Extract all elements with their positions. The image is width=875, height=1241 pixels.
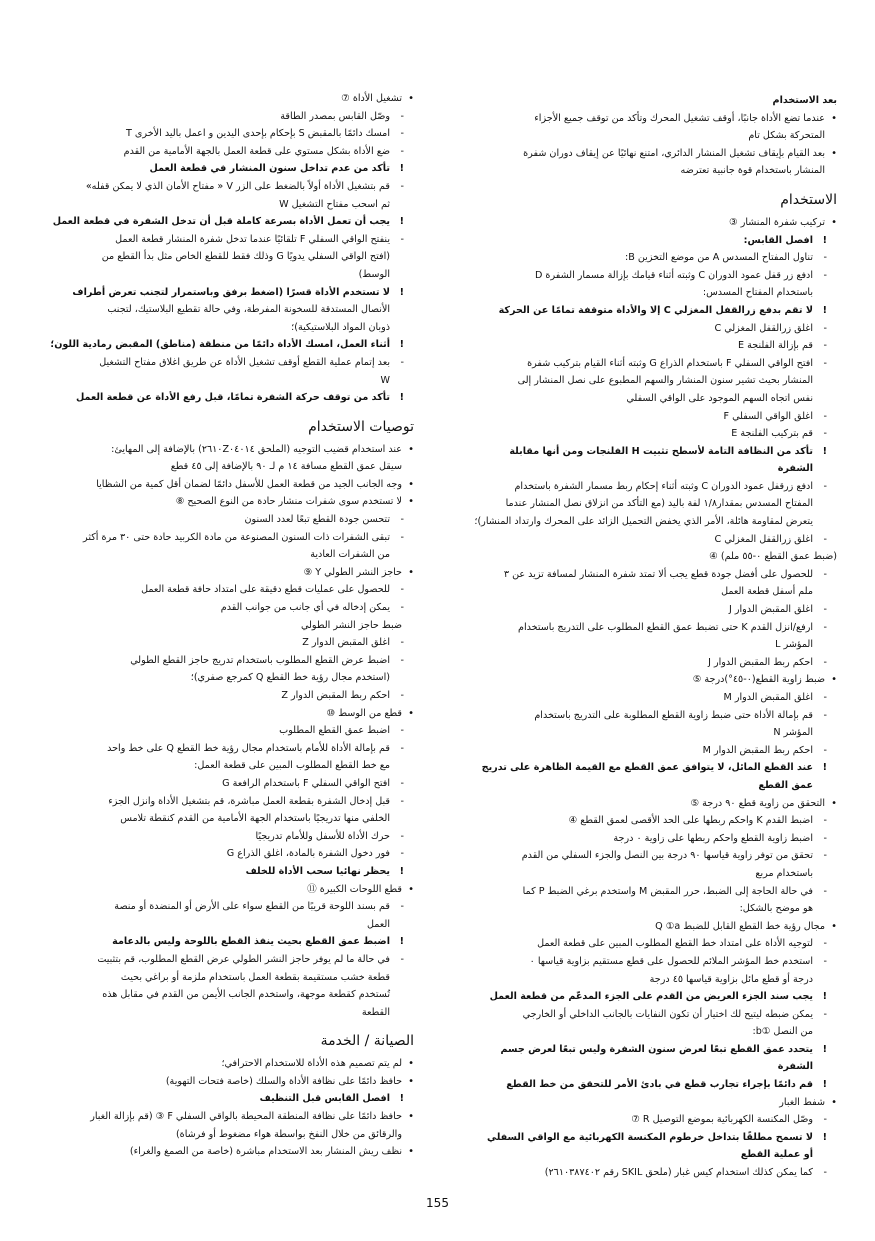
text-line: نفس اتجاه السهم الموجود على الواقي السفلي [626,392,813,404]
text-line: ضبط حاجز النشر الطولي [300,619,402,631]
text-line: - اغلق زرالقفل المغزلي C [445,320,837,338]
text-line: - اضبط عرض القطع المطلوب باستخدام تدريج حاجز القطع الطولي [22,652,414,670]
warning-line: ! عند القطع المائل، لا يتوافق عمق القطع مع القيمة الظاهرة على تدريج [445,759,837,777]
text-line: - اغلق الواقي السفلي F [445,408,837,426]
text-line: يتعرض لمقاومة هائلة، الأمر الذي يخفض التحميل الزائد على المحرك وارتداد المنشار)؛ [474,516,813,528]
text-line: (استخدم مجال رؤية خط القطع Q كمرجع صفري)؛ [190,672,390,684]
text-line: قطعة خشب مستقيمة بقطعة العمل باستخدام ملزمة أو براغي بحيث [120,971,390,983]
text-line: - قم بإمالة الأداة حتى ضبط زاوية القطع المطلوبة على التدريج باستخدام [445,707,837,725]
text-line: - ارفع/انزل القدم K حتى تضبط عمق القطع المطلوب على التدريج باستخدام [445,619,837,637]
text-line: • لا تستخدم سوى شفرات منشار حادة من النوع الصحيح ⑧ [22,493,414,511]
text-line: - ينفتح الواقي السفلي F تلقائيًا عندما تدخل شفرة المنشار قطعة العمل [22,231,414,249]
text-line: والرقائق من خلال النفخ بواسطة هواء مضغوط أو فرشاة) [175,1128,402,1140]
text-line: - احكم ربط المقبض الدوار M [445,742,837,760]
text-line: تُستخدم كقطعة موجهة، واستخدم الجانب الأيمن من القدم في مقابل هذه [102,989,390,1001]
text-line: • قطع اللوحات الكبيرة ⑪ [22,881,414,899]
text-line: • التحقق من زاوية قطع ٩٠ درجة ⑤ [445,795,837,813]
text-line: - افتح الواقي السفلي F باستخدام الذراع G وثبته أثناء القيام بتركيب شفرة [445,355,837,373]
text-line: - بعد إتمام عملية القطع أوقف تشغيل الأداة عن طريق اغلاق مفتاح التشغيل [22,354,414,372]
text-line: - اغلق زرالقفل المغزلي C [445,531,837,549]
warning-line: ! يجب أن تعمل الأداة بسرعة كاملة قبل أن تدخل الشفرة في قطعة العمل [22,213,414,231]
text-line: • عند استخدام قضيب التوجيه (الملحق ٢٦١٠Z٠٤٠١٤) بالإضافة إلى المهايئ: [22,441,414,459]
warning-line: ! قم دائمًا بإجراء تجارب قطع في بادئ الأمر للتحقق من خط القطع [445,1076,837,1094]
text-line: • بعد القيام بإيقاف تشغيل المنشار الدائري، امتنع نهائيًا عن إيقاف دوران شفرة [445,145,837,163]
text-line: - حرك الأداة للأسفل وللأمام تدريجيًا [22,828,414,846]
text-line: - قم بإمالة الأداة للأمام باستخدام مجال رؤية خط القطع Q على خط واحد [22,740,414,758]
text-line: المفتاح المسدس بمقدار١/٨ لفة باليد (مع التأكد من انزلاق نصل المنشار عندما [505,498,813,510]
text-line: • شفط الغبار [445,1094,837,1112]
text-line: • لم يتم تصميم هذه الأداة للاستخدام الاحترافي؛ [22,1055,414,1073]
text-line: - قم بسند اللوحة قريبًا من القطع سواء على الأرض أو المنضدة أو منصة [22,898,414,916]
text-line: - احكم ربط المقبض الدوار Z [22,687,414,705]
text-line: القطعة [361,1006,390,1018]
section-heading: الصيانة / الخدمة [320,1033,414,1050]
warning-line: ! تأكد من عدم تداخل سنون المنشار في قطعة العمل [22,160,414,178]
text-line: - فور دخول الشفرة بالمادة، اغلق الذراع G [22,845,414,863]
text-line: - للحصول على عمليات قطع دقيقة على امتداد حافة قطعة العمل [22,581,414,599]
right-column [445,92,837,1182]
text-line: (ضبط عمق القطع ٠-٥٥ ملم) ④ [709,551,837,563]
text-line: - استخدم خط المؤشر الملائم للحصول على قطع مستقيم بزاوية قياسها ٠ [445,953,837,971]
warning-line: ! افصل القابس: [445,232,837,250]
text-line: المنشار باستخدام قوة جانبية تعترضه [680,165,825,177]
text-line: باستخدام مربع [755,867,813,879]
warning-line: ! تأكد من النظافة التامة لأسطح تثبيت H الفلنجات ومن أنها مقابلة [445,443,837,461]
text-line: - في حالة ما لم يوفر حاجز النشر الطولي عرض القطع المطلوب، قم بتثبيت [22,951,414,969]
text-line: - احكم ربط المقبض الدوار J [445,654,837,672]
text-line: - قم بإزالة الفلنجة E [445,337,837,355]
text-line: • حاجز النشر الطولي Y ⑨ [22,564,414,582]
text-line: • تشغيل الأداة ⑦ [22,90,414,108]
text-line: - لتوجيه الأداة على امتداد خط القطع المطلوب المبين على قطعة العمل [445,935,837,953]
text-line: من النصل ①b: [752,1026,813,1038]
text-line: درجة أو قطع مائل بزاوية قياسها ٤٥ درجة [649,973,813,985]
text-line: • قطع من الوسط ⑩ [22,705,414,723]
text-line: ذوبان المواد البلاستيكية)؛ [291,321,390,333]
text-line: بعد الاستخدام [772,95,837,106]
text-line: - قبل إدخال الشفرة بقطعة العمل مباشرة، قم بتشغيل الأداة وانزل الجزء [22,793,414,811]
text-line: - افتح الواقي السفلي F باستخدام الرافعة G [22,775,414,793]
text-line: - امسك دائمًا بالمقبض S بإحكام بإحدى اليدين و اعمل باليد الأخرى T [22,125,414,143]
text-line: - كما يمكن كذلك استخدام كيس غبار (ملحق SKIL رقم ٢٦١٠٣٨٧٤٠٢) [445,1164,837,1182]
text-line: - تحقق من توفر زاوية قياسها ٩٠ درجة بين النصل والجزء السفلي من القدم [445,847,837,865]
text-line: المؤشر N [773,727,813,739]
text-line: - تتحسن جودة القطع تبعًا لعدد السنون [22,511,414,529]
text-line: أو عملية القطع [740,1149,813,1161]
section-heading: الاستخدام [780,191,837,208]
text-line: - وصّل القابس بمصدر الطاقة [22,108,414,126]
text-line: • وجه الجانب الجيد من قطعة العمل للأسفل دائمًا لضمان أقل كمية من الشظايا [22,476,414,494]
warning-line: ! لا تسمح مطلقًا بتداخل خرطوم المكنسة الكهربائية مع الواقي السفلي [445,1129,837,1147]
text-line: المنشار بحيث تشير سنون المنشار والسهم المطبوع على نصل المنشار إلى [517,375,813,387]
text-line: • حافظ دائمًا على نظافة الأداة والسلك (خاصة فتحات التهوية) [22,1073,414,1091]
warning-line: ! لا تقم بدفع زرالقفل المغزلي C إلا والأداة متوقفة تمامًا عن الحركة [445,302,837,320]
text-line: عمق القطع [758,779,813,791]
warning-line: ! افصل القابس قبل التنظيف [22,1090,414,1108]
text-line: • نظف ريش المنشار بعد الاستخدام مباشرة (خاصة من الصمغ والغراء) [22,1143,414,1161]
text-line: الشفرة [777,1061,813,1073]
text-line: - اغلق المقبض الدوار Z [22,634,414,652]
text-line: (افتح الواقي السفلي يدويًا G وذلك فقط للقطع الخاص مثل بدأ القطع من [101,251,390,263]
text-line: • مجال رؤية خط القطع القابل للضبط Q ①a [445,918,837,936]
text-line: المؤشر L [775,639,813,651]
text-line: - للحصول على أفضل جودة قطع يجب ألا تمتد شفرة المنشار لمسافة تزيد عن ٣ [445,566,837,584]
text-line: - اضبط القدم K واحكم ربطها على الحد الأقصى لعمق القطع ④ [445,812,837,830]
text-line: - في حالة الحاجة إلى الضبط، حرر المقبض M واستخدم برغي الضبط P كما [445,883,837,901]
text-line: هو موضح بالشكل: [739,903,813,915]
warning-line: ! أثناء العمل، امسك الأداة دائمًا من منطقة (مناطق) المقبض رمادية اللون؛ [22,336,414,354]
text-line: - ادفع زر قفل عمود الدوران C وثبته أثناء قيامك بإزالة مسمار الشفرة D [445,267,837,285]
warning-line: ! يجب سند الجزء العريض من القدم على الجزء المدعّم من قطعة العمل [445,988,837,1006]
text-line: - اضبط عمق القطع المطلوب [22,722,414,740]
warning-line: ! يتحدد عمق القطع تبعًا لعرض سنون الشفرة وليس تبعًا لعرض جسم [445,1041,837,1059]
text-line: W [380,374,390,386]
text-line: - يمكن إدخاله في أي جانب من جوانب القدم [22,599,414,617]
text-line: - ادفع زرقفل عمود الدوران C وثبته أثناء إحكام ربط مسمار الشفرة باستخدام [445,478,837,496]
warning-line: ! تأكد من توقف حركة الشفرة تمامًا، قبل رفع الأداة عن قطعة العمل [22,389,414,407]
section-heading: توصيات الاستخدام [308,418,414,435]
text-line: الأنصال المستدقة للسخونة المفرطة، وفي حالة تقطيع البلاستيك، لتجنب [107,304,390,316]
text-line: - قم بتركيب الفلنجة E [445,425,837,443]
warning-line: ! يحظر نهائيا سحب الأداة للخلف [22,863,414,881]
text-line: - تبقى الشفرات ذات السنون المصنوعة من مادة الكربيد حادة حتى ٣٠ مرة أكثر [22,529,414,547]
text-line: العمل [366,918,390,930]
text-line: الخلفي منها تدريجيًا باستخدام الجهة الأمامية من القدم كنقطة تلامس [120,813,390,825]
text-line: - اضبط زاوية القطع واحكم ربطها على زاوية ٠ درجة [445,830,837,848]
text-line: - وصّل المكنسة الكهربائية بموضع التوصيل R ⑦ [445,1111,837,1129]
text-line: من الشفرات العادية [310,549,390,561]
text-line: مع خط القطع المطلوب المبين على قطعة العمل: [194,760,390,772]
text-line: • حافظ دائمًا على نظافة المنطقة المحيطة بالواقي السفلي F ③ (قم بإزالة الغبار [22,1108,414,1126]
left-column [22,90,414,1161]
text-line: - اغلق المقبض الدوار M [445,689,837,707]
text-line: • تركيب شفرة المنشار ③ [445,214,837,232]
text-line: • ضبط زاوية القطع(٠-٤٥°)درجة ⑤ [445,671,837,689]
text-line: - اغلق المقبض الدوار J [445,601,837,619]
text-line: سيقل عمق القطع مسافة ١٤ م لـ ٩٠ بالإضافة إلى ٤٥ قطع [170,461,402,473]
page-number: 155 [426,1196,449,1210]
text-line: - قم بتشغيل الأداة أولاً بالضغط على الزر V « مفتاح الأمان الذي لا يمكن قفله» [22,178,414,196]
warning-line: ! لا تستخدم الأداة قسرًا (اضغط برفق وباستمرار لتجنب تعرض أطراف [22,284,414,302]
text-line: ثم اسحب مفتاح التشغيل W [279,198,390,210]
text-line: المتحركة بشكل تام [748,130,825,142]
text-line: ملم أسفل قطعة العمل [721,586,813,598]
warning-line: ! اضبط عمق القطع بحيث ينفذ القطع باللوحة وليس بالدعامة [22,933,414,951]
text-line: الشفرة [777,463,813,475]
text-line: - تناول المفتاح المسدس A من موضع التخزين B: [445,249,837,267]
text-line: الوسط) [358,268,390,280]
text-line: - يمكن ضبطه ليتيح لك اختيار أن تكون النفايات بالجانب الداخلي أو الخارجي [445,1006,837,1024]
text-line: باستخدام المفتاح المسدس: [702,287,813,299]
text-line: - ضع الأداة بشكل مستوي على قطعة العمل بالجهة الأمامية من القدم [22,143,414,161]
text-line: • عندما تضع الأداة جانبًا، أوقف تشغيل المحرك وتأكد من توقف جميع الأجزاء [445,110,837,128]
